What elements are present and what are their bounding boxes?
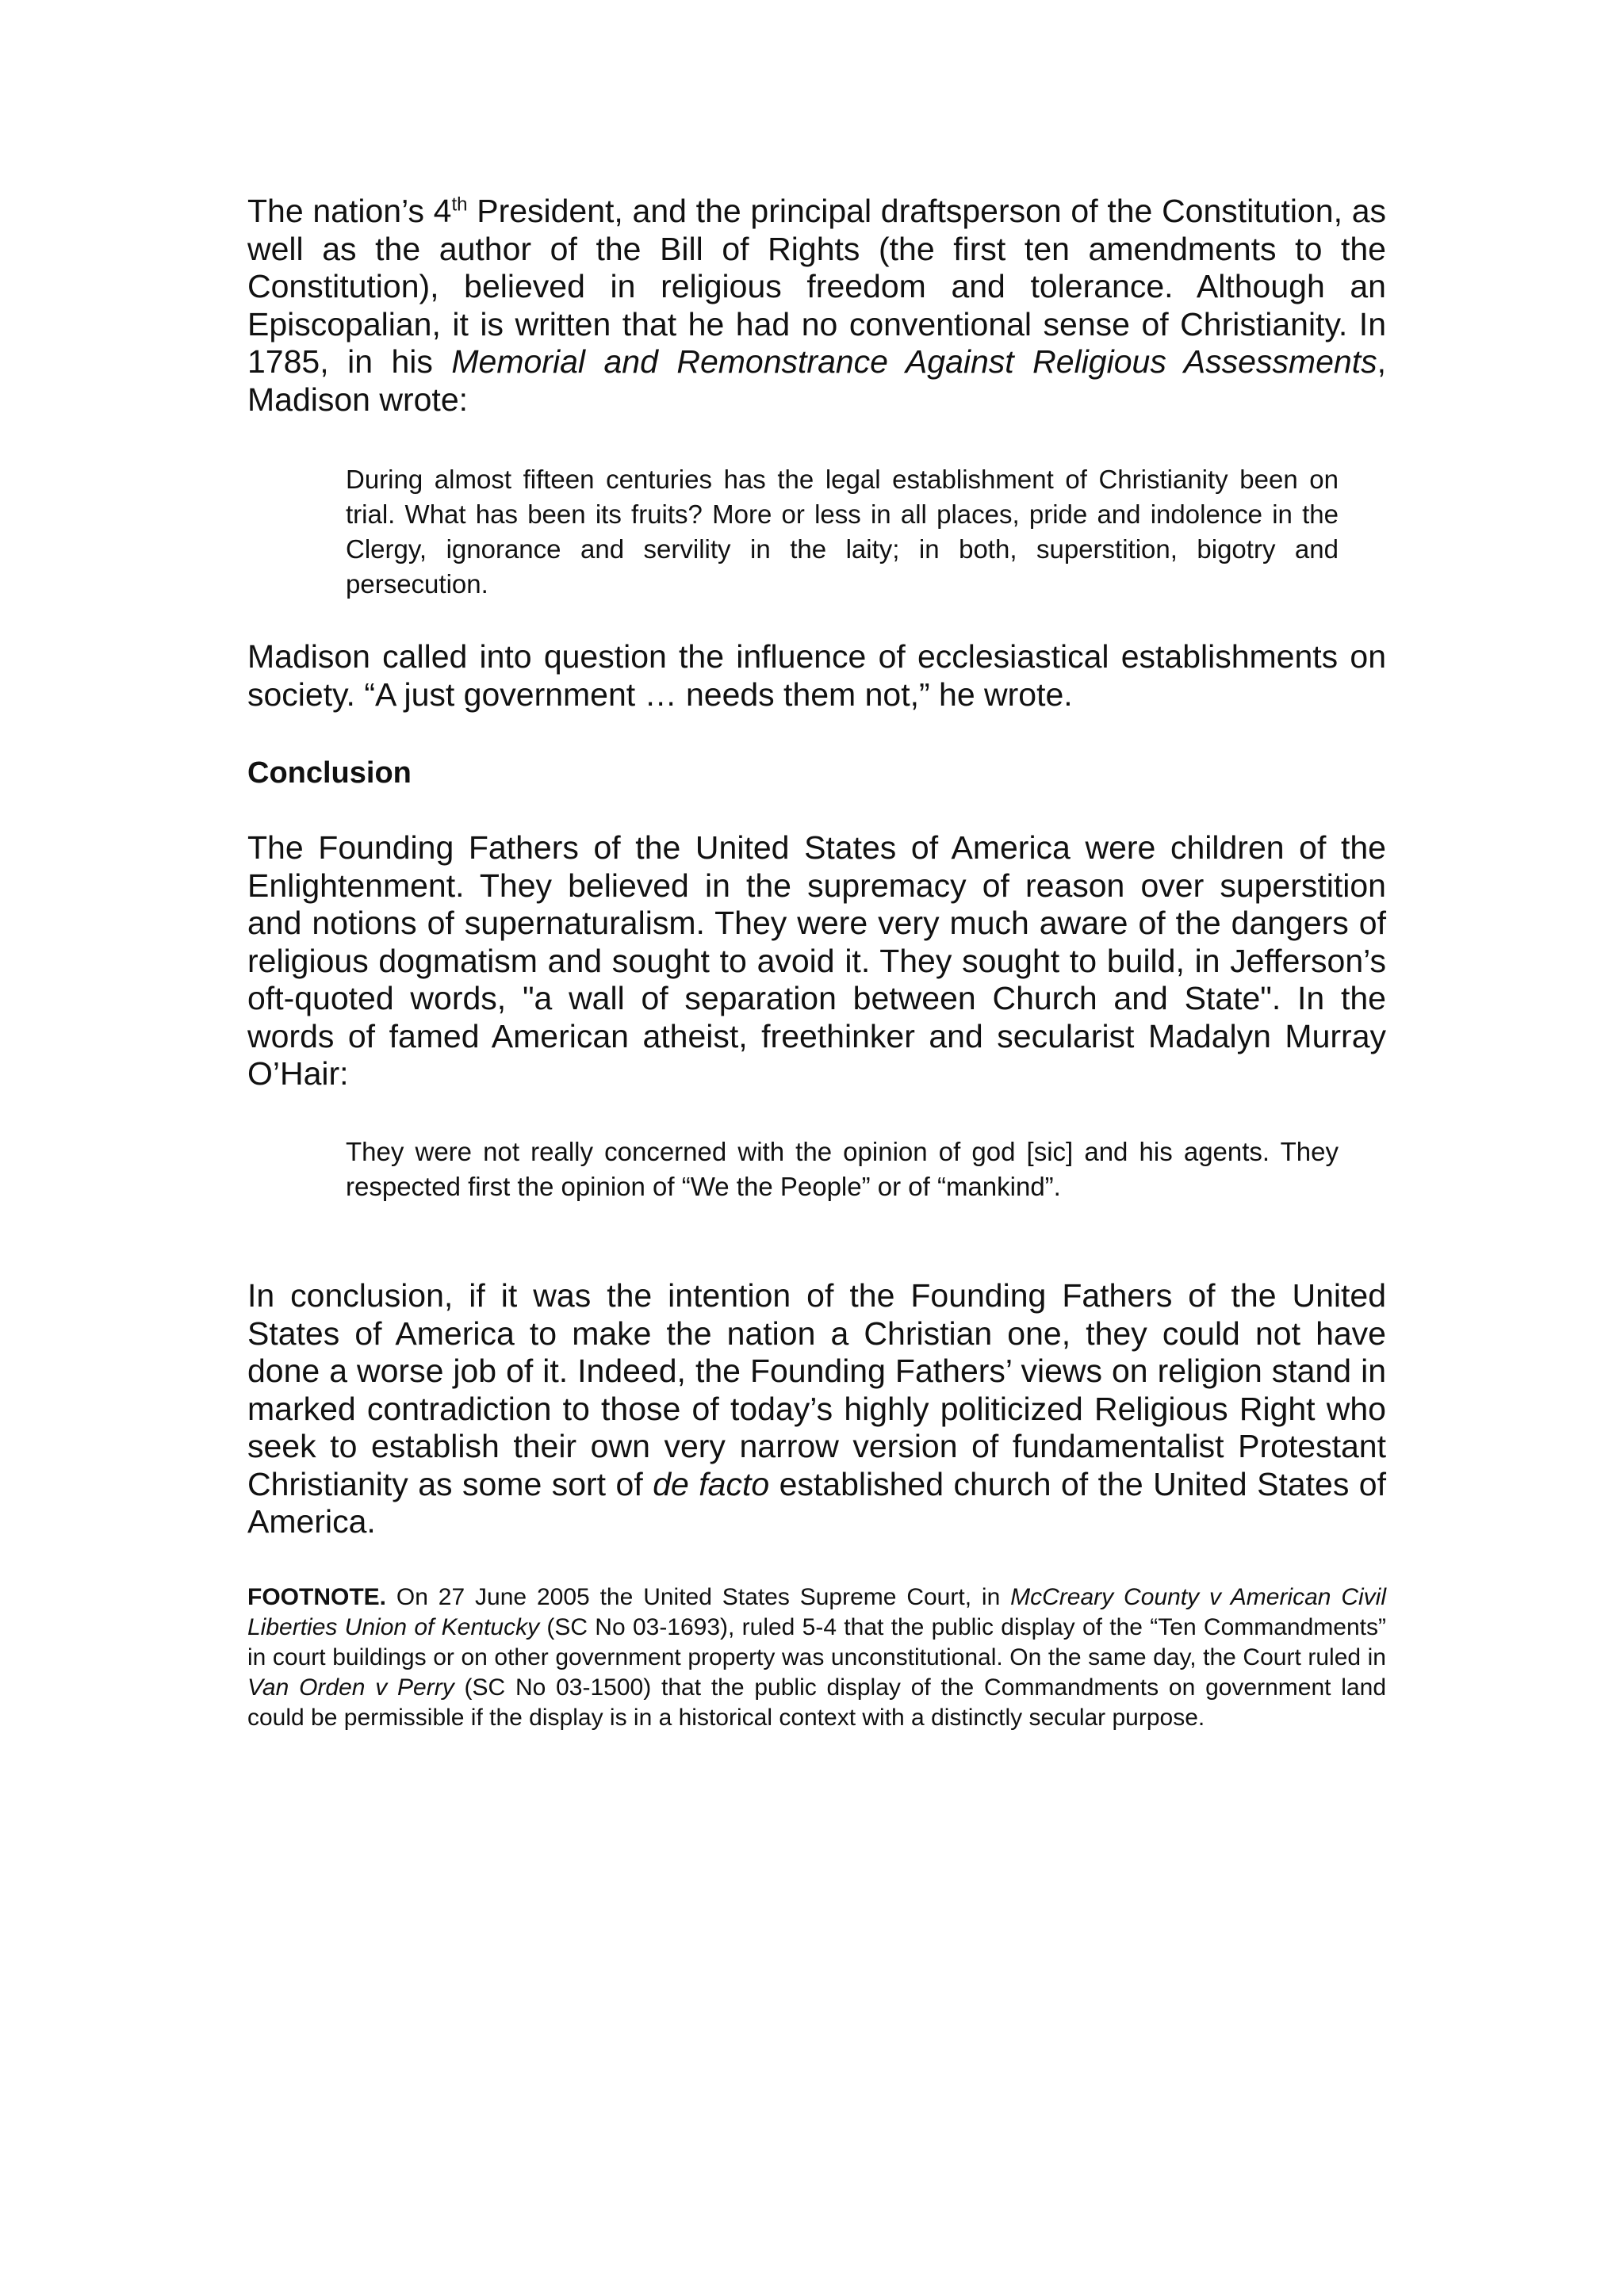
ordinal-suffix: th [451, 193, 468, 216]
conclusion-heading: Conclusion [247, 756, 412, 790]
footnote [247, 1582, 1386, 1733]
footnote-label: FOOTNOTE. [247, 1584, 386, 1610]
final-text-2: established church of the United States of America. [247, 1465, 1386, 1540]
founding-fathers-paragraph: The Founding Fathers of the United States of America were children of the Enlightenment. They believed in the supremacy of reason over superstition and notions of supernaturalism. They were very much aware of the dangers of religious dogmatism and sought to avoid it. They sought to build, in Jefferson’s oft-quoted words, "a wall of separation between Church and State". In the words of famed American atheist, freethinker and secularist Madalyn Murray O’Hair: [247, 829, 1386, 1092]
intro-paragraph [247, 193, 1386, 419]
footnote-text-2: (SC No 03-1693), ruled 5-4 that the public display of the “Ten Commandments” in court buildings or on other government property was unconstitutional. On the same day, the Court ruled in [247, 1614, 1386, 1670]
footnote-text-3: (SC No 03-1500) that the public display of the Commandments on government land could be permissible if the display is in a historical context with a distinctly secular purpose. [247, 1674, 1387, 1731]
intro-text-1: The nation’s 4 [247, 193, 452, 229]
case-mccreary: McCreary County v American Civil Liberties Union of Kentucky [247, 1584, 1387, 1640]
footnote-text-1: On 27 June 2005 the United States Supreme Court, in [386, 1584, 1011, 1610]
madison-paragraph: Madison called into question the influence of ecclesiastical establishments on society. “A just government … needs them not,” he wrote. [247, 638, 1386, 713]
case-van-orden: Van Orden v Perry [247, 1674, 454, 1701]
madison-quote: During almost fifteen centuries has the legal establishment of Christianity been on trial. What has been its fruits? More or less in all places, pride and indolence in the Clergy, ignorance and servility in the laity; in both, superstition, bigotry and persecution. [346, 465, 1339, 599]
intro-text-2: President, and the principal draftsperson of the Constitution, as well as the author of the Bill of Rights (the first ten amendments to the Constitution), believed in religious freedom and tolerance. Although an Episcopalian, it is written that he had no conventional sense of Christianity. In 1785, in his [247, 193, 1386, 380]
final-paragraph [247, 1277, 1386, 1541]
memorial-title: Memorial and Remonstrance Against Religious Assessments [451, 343, 1377, 380]
final-text-1: In conclusion, if it was the intention of the Founding Fathers of the United States of America to make the nation a Christian one, they could not have done a worse job of it. Indeed, the Founding Fathers’ views on religion stand in marked contradiction to those of today’s highly politicized Religious Right who seek to establish their own very narrow version of fundamentalist Protestant Christianity as some sort of [247, 1277, 1386, 1502]
de-facto-phrase: de facto [653, 1465, 770, 1502]
ohair-quote: They were not really concerned with the opinion of god [sic] and his agents. They respected first the opinion of “We the People” or of “mankind”. [346, 1137, 1339, 1201]
intro-text-3: , Madison wrote: [247, 343, 1386, 418]
